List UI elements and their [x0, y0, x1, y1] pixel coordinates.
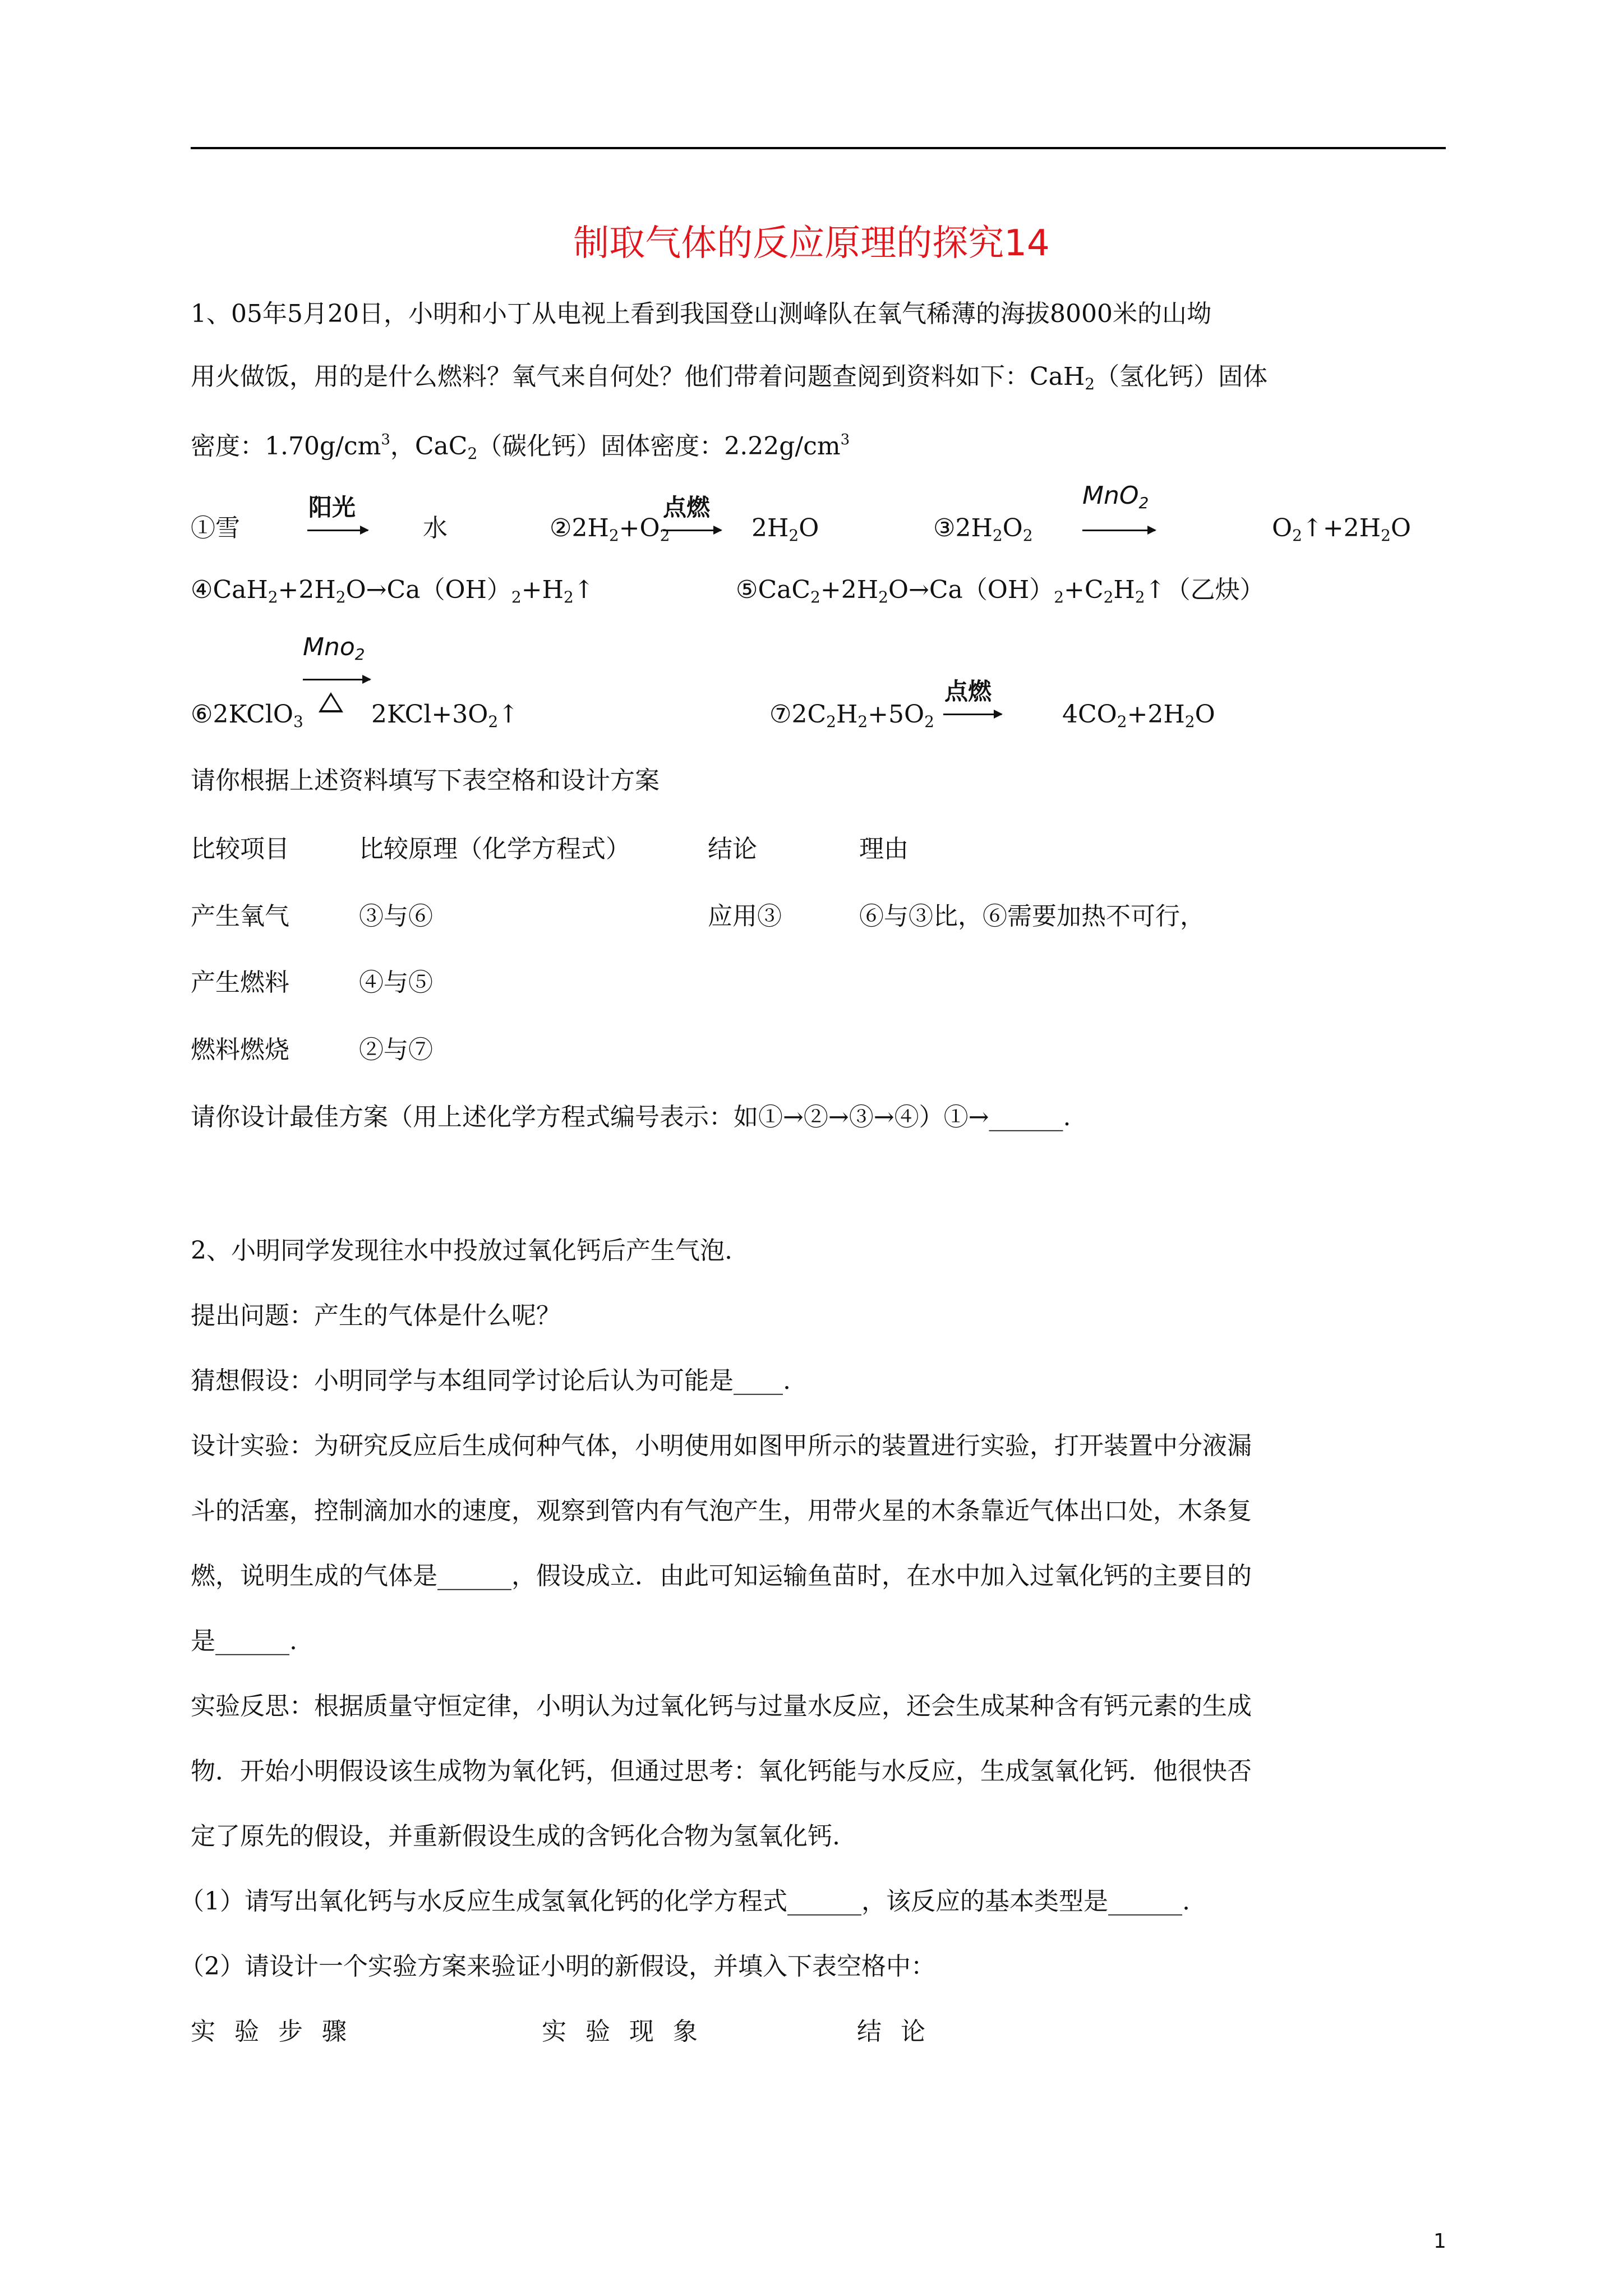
- q1-line-2: 用火做饭，用的是什么燃料？氧气来自何处？他们带着问题查阅到资料如下：CaH$_2$（氢化钙）固体: [191, 362, 1268, 393]
- q2-table-header-phenomenon: 实 验 现 象: [542, 2017, 698, 2046]
- q1-line-3: 密度：$1.70g/cm^3$，CaC$_2$（碳化钙）固体密度：$2.22g/cm^3$: [191, 431, 850, 463]
- q1-best-plan: 请你设计最佳方案（用上述化学方程式编号表示：如①→②→③→④）①→______.: [191, 1103, 1071, 1131]
- reaction-7-condition: 点燃: [944, 678, 992, 705]
- table-cell: ⑥与③比，⑥需要加热不可行，: [859, 902, 1205, 931]
- q2-line-5: 斗的活塞，控制滴加水的速度，观察到管内有气泡产生，用带火星的木条靠近气体出口处，木条复: [191, 1497, 1252, 1525]
- page-number: 1: [1433, 2230, 1446, 2253]
- reaction-5: $⑤CaC_2+2H_2O\to Ca(OH)_2+C_2H_2↑$（乙炔）: [736, 576, 1265, 606]
- reaction-2-left: $②2H_2+O_2$: [550, 514, 670, 545]
- table-cell: 应用③: [708, 902, 782, 931]
- reaction-7-right: $4CO_2+2H_2O$: [1062, 700, 1215, 731]
- q2-line-12: （2）请设计一个实验方案来验证小明的新假设，并填入下表空格中：: [179, 1952, 935, 1981]
- table-header-item: 比较项目: [191, 835, 289, 863]
- reaction-2-arrow: [663, 530, 721, 531]
- reaction-6-arrow: [303, 679, 370, 680]
- table-cell: 产生氧气: [191, 902, 289, 931]
- q2-line-6: 燃，说明生成的气体是______，假设成立．由此可知运输鱼苗时，在水中加入过氧化钙的主要目的: [191, 1562, 1252, 1590]
- reaction-3-left: $③2H_2O_2$: [933, 514, 1033, 545]
- reaction-6-catalyst: Mno$_2$: [303, 633, 365, 664]
- page-title: 制取气体的反应原理的探究14: [573, 223, 1050, 264]
- q2-line-11: （1）请写出氧化钙与水反应生成氢氧化钙的化学方程式______，该反应的基本类型是______.: [179, 1887, 1190, 1916]
- q2-line-7: 是______.: [191, 1627, 297, 1655]
- q2-line-4: 设计实验：为研究反应后生成何种气体，小明使用如图甲所示的装置进行实验，打开装置中分液漏: [191, 1432, 1252, 1460]
- table-cell: ②与⑦: [359, 1036, 433, 1064]
- q2-table-header-steps: 实 验 步 骤: [191, 2017, 347, 2046]
- table-header-conclusion: 结论: [708, 835, 757, 863]
- reaction-3-right: $O_2↑+2H_2O$: [1272, 514, 1411, 545]
- reaction-3-condition: MnO$_2$: [1082, 481, 1149, 512]
- table-header-principle: 比较原理（化学方程式）: [359, 835, 630, 863]
- q2-line-1: 2、小明同学发现往水中投放过氧化钙后产生气泡.: [191, 1236, 732, 1265]
- q2-line-9: 物．开始小明假设该生成物为氧化钙，但通过思考：氧化钙能与水反应，生成氢氧化钙．他很快否: [191, 1757, 1252, 1786]
- reaction-7-arrow: [943, 714, 1002, 715]
- q2-line-8: 实验反思：根据质量守恒定律，小明认为过氧化钙与过量水反应，还会生成某种含有钙元素的生成: [191, 1692, 1252, 1720]
- reaction-7-left: $⑦2C_2H_2+5O_2$: [769, 700, 934, 731]
- reaction-1-condition: 阳光: [308, 494, 356, 521]
- table-cell: 燃料燃烧: [191, 1036, 289, 1064]
- reaction-4: $④CaH_2+2H_2O\to Ca(OH)_2+H_2↑$: [191, 576, 594, 606]
- reaction-2-right: $2H_2O$: [751, 514, 819, 545]
- heat-triangle-icon: [319, 692, 343, 712]
- reaction-1-right: 水: [423, 514, 448, 542]
- table-header-reason: 理由: [859, 835, 909, 863]
- q1-instruction: 请你根据上述资料填写下表空格和设计方案: [191, 766, 660, 795]
- q2-line-2: 提出问题：产生的气体是什么呢？: [191, 1301, 561, 1330]
- q1-line-1: 1、05年5月20日，小明和小丁从电视上看到我国登山测峰队在氧气稀薄的海拔8000米的山坳: [191, 300, 1211, 328]
- q2-line-10: 定了原先的假设，并重新假设生成的含钙化合物为氢氧化钙.: [191, 1822, 840, 1851]
- reaction-6-right: $2KCl+3O_2↑$: [371, 700, 519, 731]
- reaction-1-left: ①雪: [191, 514, 240, 542]
- reaction-2-condition: 点燃: [663, 494, 711, 521]
- reaction-6-left: ⑥2KClO$_3$: [191, 700, 303, 731]
- reaction-1-arrow: [307, 530, 368, 531]
- reaction-3-arrow: [1082, 530, 1155, 531]
- q2-table-header-conclusion: 结 论: [857, 2017, 925, 2046]
- table-cell: 产生燃料: [191, 968, 289, 997]
- table-cell: ④与⑤: [359, 968, 433, 997]
- q2-line-3: 猜想假设：小明同学与本组同学讨论后认为可能是____.: [191, 1366, 791, 1395]
- table-cell: ③与⑥: [359, 902, 433, 931]
- header-rule: [191, 147, 1446, 149]
